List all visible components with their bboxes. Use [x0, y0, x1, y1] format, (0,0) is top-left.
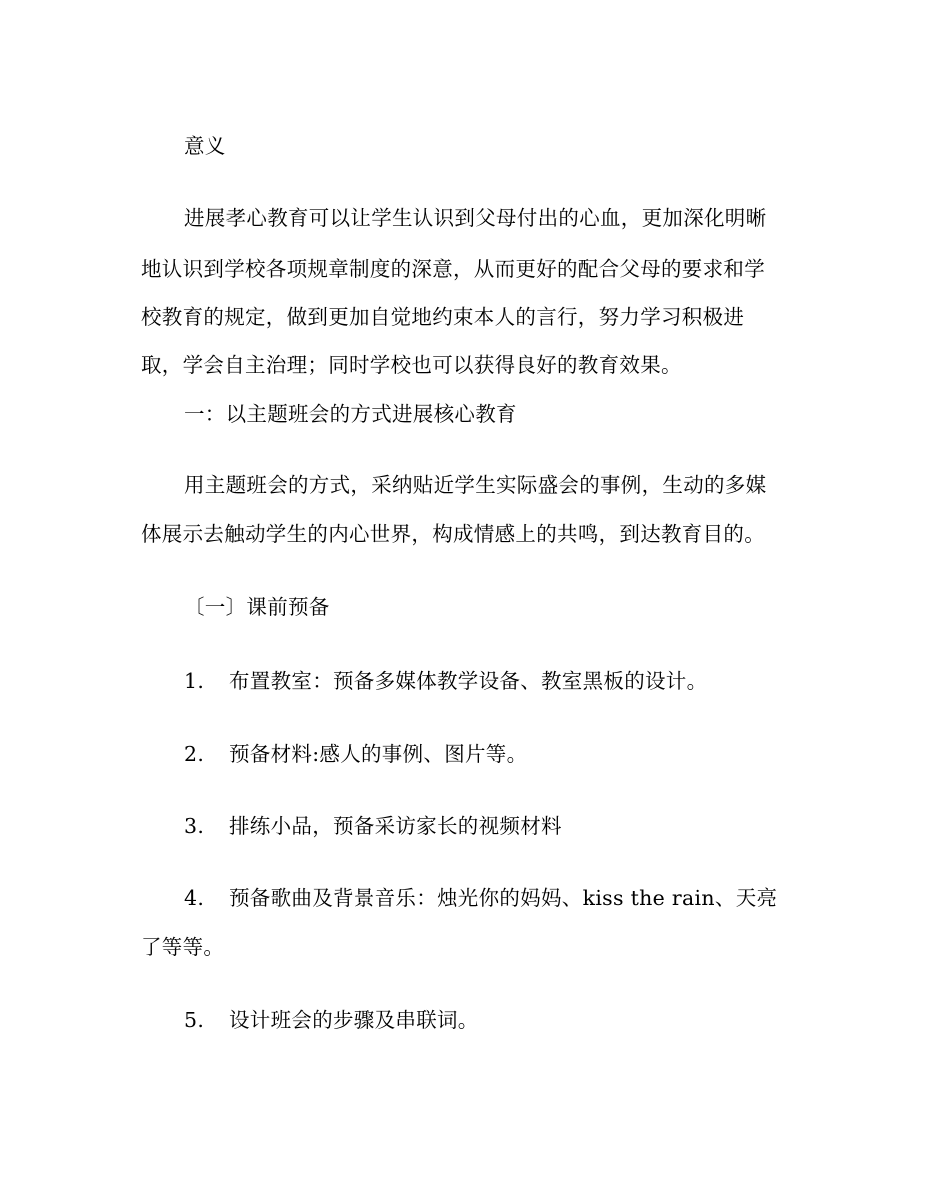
list-item	[184, 1007, 479, 1033]
list-item-number: 4.	[184, 886, 205, 910]
list-item-text: 布置教室：预备多媒体教学设备、教室黑板的设计。	[229, 669, 708, 693]
paragraph1-line1: 进展孝心教育可以让学生认识到父母付出的心血，更加深化明晰	[184, 206, 767, 230]
paragraph2-line1: 用主题班会的方式，采纳贴近学生实际盛会的事例，生动的多媒	[184, 473, 767, 497]
list-item-text: 预备材料:感人的事例、图片等。	[229, 742, 528, 766]
list-item-number: 3.	[184, 814, 205, 838]
list-item-continuation: 了等等。	[141, 935, 225, 959]
list-item-text: 预备歌曲及背景音乐：烛光你的妈妈、kiss the rain、天亮	[229, 886, 778, 910]
paragraph2-line2: 体展示去触动学生的内心世界，构成情感上的共鸣，到达教育目的。	[141, 522, 765, 546]
paragraph1-line3: 校教育的规定，做到更加自觉地约束本人的言行，努力学习积极进	[141, 305, 745, 329]
subsection1-title: 〔一〕课前预备	[184, 595, 330, 619]
list-item-text: 设计班会的步骤及串联词。	[229, 1008, 479, 1032]
paragraph1-line4: 取，学会自主治理；同时学校也可以获得良好的教育效果。	[141, 353, 682, 377]
list-item	[184, 741, 527, 767]
list-item	[184, 668, 707, 694]
list-item-text: 排练小品，预备采访家长的视频材料	[229, 814, 562, 838]
section1-title: 一：以主题班会的方式进展核心教育	[184, 402, 517, 426]
list-item	[184, 885, 777, 911]
paragraph1-line2: 地认识到学校各项规章制度的深意，从而更好的配合父母的要求和学	[141, 257, 765, 281]
list-item-number: 1.	[184, 669, 205, 693]
list-item-number: 2.	[184, 742, 205, 766]
list-item-number: 5.	[184, 1008, 205, 1032]
list-item	[184, 813, 562, 839]
heading-meaning: 意义	[184, 134, 226, 158]
